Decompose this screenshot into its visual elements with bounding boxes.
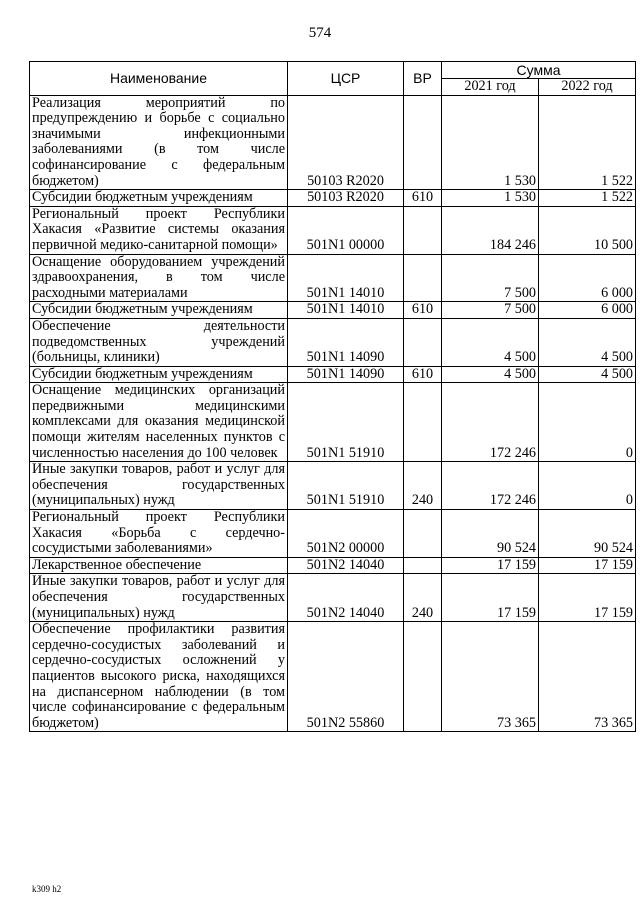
row-vr (404, 510, 442, 558)
table-row (30, 206, 636, 254)
row-csr: 501N1 51910 (288, 462, 404, 510)
row-name: Иные закупки товаров, работ и услуг для обеспечения государственных (муниципальных) нужд (30, 574, 288, 622)
row-sum-2021: 172 246 (442, 383, 539, 462)
row-sum-2021: 1 530 (442, 190, 539, 207)
row-name: Обеспечение деятельности подведомственных учреждений (больницы, клиники) (30, 318, 288, 366)
column-header-sum: Сумма (442, 62, 636, 79)
row-vr (404, 318, 442, 366)
row-sum-2022: 1 522 (539, 190, 636, 207)
row-sum-2022: 6 000 (539, 254, 636, 302)
row-vr (404, 95, 442, 190)
row-vr (404, 557, 442, 574)
row-sum-2021: 172 246 (442, 462, 539, 510)
row-vr: 610 (404, 366, 442, 383)
row-sum-2022: 4 500 (539, 366, 636, 383)
table-row (30, 462, 636, 510)
row-sum-2022: 0 (539, 383, 636, 462)
table-row (30, 383, 636, 462)
row-sum-2022: 90 524 (539, 510, 636, 558)
row-vr: 610 (404, 190, 442, 207)
column-header-csr: ЦСР (288, 62, 404, 96)
row-csr: 501N2 00000 (288, 510, 404, 558)
table-row (30, 574, 636, 622)
column-header-name: Наименование (30, 62, 288, 96)
table-row (30, 557, 636, 574)
row-csr: 501N1 14010 (288, 254, 404, 302)
page-number: 574 (308, 25, 332, 41)
row-sum-2022: 4 500 (539, 318, 636, 366)
row-name: Субсидии бюджетным учреждениям (30, 190, 288, 207)
row-sum-2022: 6 000 (539, 302, 636, 319)
row-sum-2021: 17 159 (442, 574, 539, 622)
row-sum-2021: 90 524 (442, 510, 539, 558)
row-sum-2021: 7 500 (442, 302, 539, 319)
row-name: Оснащение медицинских организаций передвижными медицинскими комплексами для оказания медицинской помощи жителям населенных пунктов с численностью населения до 100 человек (30, 383, 288, 462)
table-row (30, 318, 636, 366)
row-vr (404, 383, 442, 462)
row-csr: 501N2 55860 (288, 622, 404, 732)
row-vr (404, 254, 442, 302)
row-sum-2021: 4 500 (442, 366, 539, 383)
row-name: Лекарственное обеспечение (30, 557, 288, 574)
row-csr: 501N1 14010 (288, 302, 404, 319)
table-row (30, 622, 636, 732)
row-name: Субсидии бюджетным учреждениям (30, 302, 288, 319)
row-sum-2022: 1 522 (539, 95, 636, 190)
row-vr: 610 (404, 302, 442, 319)
row-name: Иные закупки товаров, работ и услуг для обеспечения государственных (муниципальных) нужд (30, 462, 288, 510)
row-name: Обеспечение профилактики развития сердечно-сосудистых заболеваний и сердечно-сосудистых осложнений у пациентов высокого риска, находящихся на диспансерном наблюдении (в том числе софинансирование с федеральным бюджетом) (30, 622, 288, 732)
row-name: Субсидии бюджетным учреждениям (30, 366, 288, 383)
footer-code: k309 h2 (32, 884, 62, 894)
row-sum-2021: 184 246 (442, 206, 539, 254)
row-csr: 501N1 51910 (288, 383, 404, 462)
row-sum-2022: 73 365 (539, 622, 636, 732)
row-csr: 501N1 14090 (288, 318, 404, 366)
column-header-year-2021: 2021 год (442, 79, 539, 96)
column-header-vr: ВР (404, 62, 442, 96)
row-name: Оснащение оборудованием учреждений здравоохранения, в том числе расходными материалами (30, 254, 288, 302)
row-sum-2022: 17 159 (539, 574, 636, 622)
row-vr (404, 206, 442, 254)
table-row (30, 510, 636, 558)
row-sum-2021: 17 159 (442, 557, 539, 574)
table-row (30, 95, 636, 190)
row-name: Региональный проект Республики Хакасия «Борьба с сердечно-сосудистыми заболеваниями» (30, 510, 288, 558)
column-header-year-2022: 2022 год (539, 79, 636, 96)
row-sum-2021: 4 500 (442, 318, 539, 366)
row-csr: 50103 R2020 (288, 95, 404, 190)
row-csr: 501N2 14040 (288, 574, 404, 622)
row-csr: 50103 R2020 (288, 190, 404, 207)
row-csr: 501N1 14090 (288, 366, 404, 383)
row-sum-2021: 73 365 (442, 622, 539, 732)
row-sum-2022: 10 500 (539, 206, 636, 254)
budget-table (29, 61, 636, 732)
row-sum-2022: 17 159 (539, 557, 636, 574)
row-sum-2021: 1 530 (442, 95, 539, 190)
table-row (30, 366, 636, 383)
table-row (30, 302, 636, 319)
row-vr: 240 (404, 574, 442, 622)
row-name: Региональный проект Республики Хакасия «Развитие системы оказания первичной медико-санитарной помощи» (30, 206, 288, 254)
row-vr: 240 (404, 462, 442, 510)
row-csr: 501N2 14040 (288, 557, 404, 574)
row-sum-2022: 0 (539, 462, 636, 510)
row-name: Реализация мероприятий по предупреждению и борьбе с социально значимыми инфекционными заболеваниями (в том числе софинансирование с федеральным бюджетом) (30, 95, 288, 190)
table-row (30, 190, 636, 207)
row-csr: 501N1 00000 (288, 206, 404, 254)
row-vr (404, 622, 442, 732)
row-sum-2021: 7 500 (442, 254, 539, 302)
table-body (30, 95, 636, 732)
table-row (30, 254, 636, 302)
